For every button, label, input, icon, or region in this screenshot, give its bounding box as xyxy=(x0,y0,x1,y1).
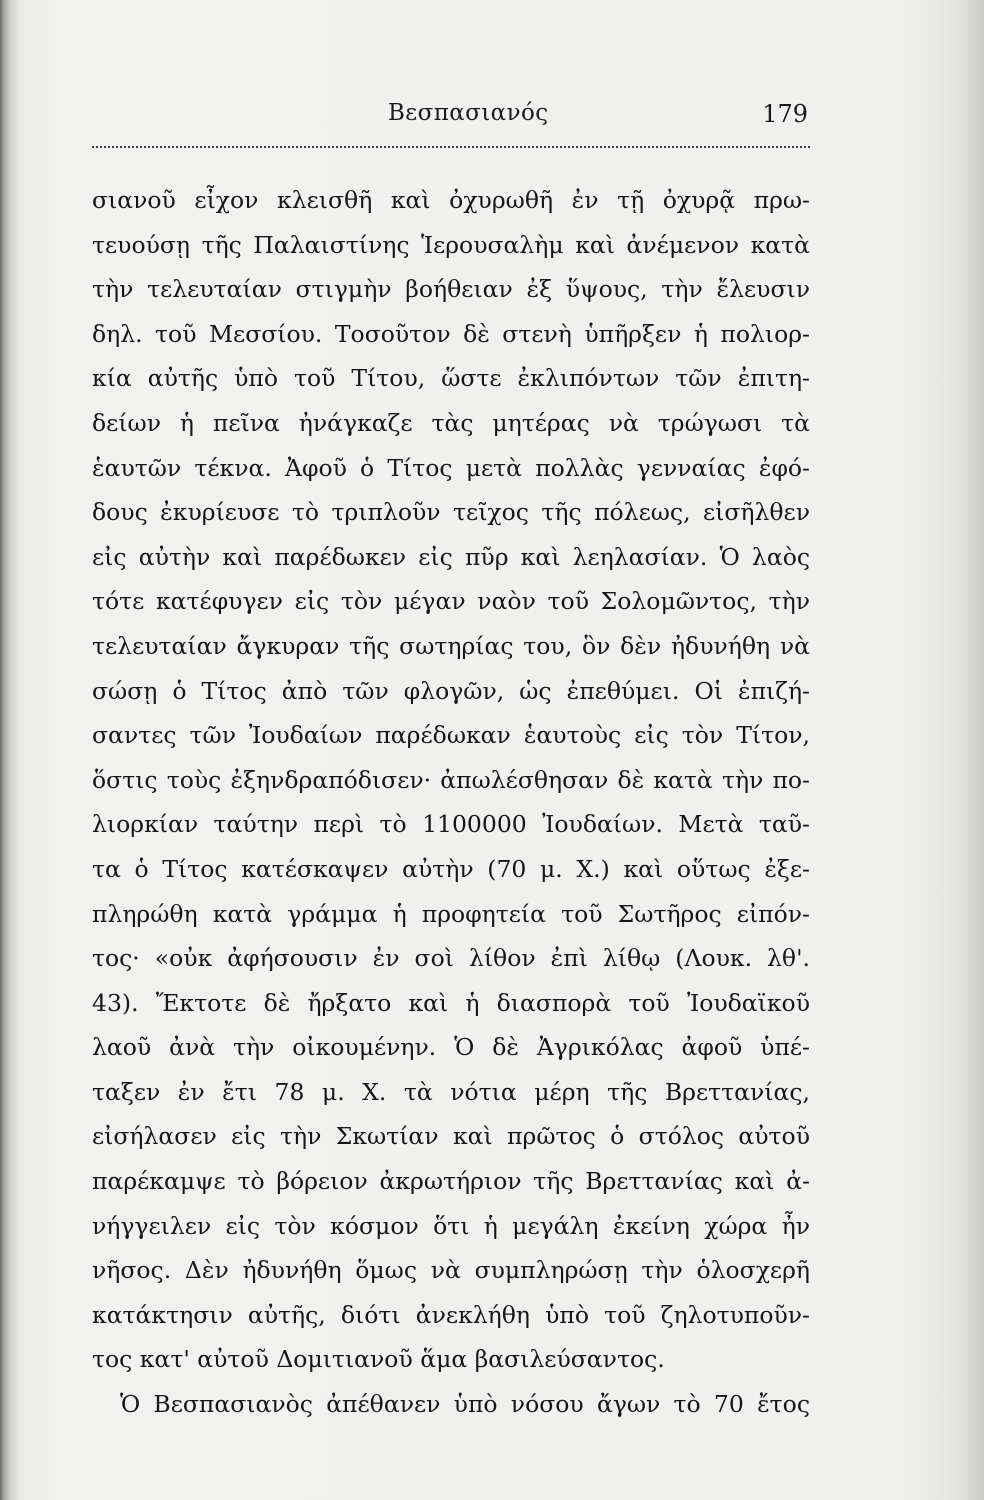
text-line: λιορκίαν ταύτην περὶ τὸ 1100000 Ἰουδαίων. Μετὰ ταῦ- xyxy=(92,810,810,839)
header-rule xyxy=(92,146,810,148)
text-line: τὴν τελευταίαν στιγμὴν βοήθειαν ἐξ ὕψους, τὴν ἔλευσιν xyxy=(92,275,810,304)
text-line: σαντες τῶν Ἰουδαίων παρέδωκαν ἑαυτοὺς εἰς τὸν Τίτον, xyxy=(92,721,810,750)
text-line: σώσῃ ὁ Τίτος ἀπὸ τῶν φλογῶν, ὡς ἐπεθύμει. Οἱ ἐπιζή- xyxy=(92,676,810,705)
text-line: λαοῦ ἀνὰ τὴν οἰκουμένην. Ὁ δὲ Ἀγρικόλας ἀφοῦ ὑπέ- xyxy=(92,1033,810,1062)
text-line: εἰς αὐτὴν καὶ παρέδωκεν εἰς πῦρ καὶ λεηλασίαν. Ὁ λαὸς xyxy=(92,542,810,571)
text-line: τότε κατέφυγεν εἰς τὸν μέγαν ναὸν τοῦ Σολομῶντος, τὴν xyxy=(92,587,810,616)
page-edge-shadow xyxy=(0,0,16,1500)
text-line: σιανοῦ εἶχον κλεισθῆ καὶ ὀχυρωθῆ ἐν τῇ ὀχυρᾷ πρω- xyxy=(92,186,810,214)
text-line: ὅστις τοὺς ἐξηνδραπόδισεν· ἀπωλέσθησαν δὲ κατὰ τὴν πο- xyxy=(92,765,810,794)
text-line: ταξεν ἐν ἔτι 78 μ. Χ. τὰ νότια μέρη τῆς Βρεττανίας, xyxy=(92,1077,810,1106)
page-number: 179 xyxy=(762,100,808,128)
text-line: δους ἐκυρίευσε τὸ τριπλοῦν τεῖχος τῆς πόλεως, εἰσῆλθεν xyxy=(92,498,810,527)
text-line: δείων ἡ πεῖνα ἠνάγκαζε τὰς μητέρας νὰ τρώγωσι τὰ xyxy=(92,408,810,437)
text-line: κατάκτησιν αὐτῆς, διότι ἀνεκλήθη ὑπὸ τοῦ ζηλοτυποῦν- xyxy=(92,1300,810,1329)
text-line: τα ὁ Τίτος κατέσκαψεν αὐτὴν (70 μ. Χ.) καὶ οὕτως ἐξε- xyxy=(92,854,810,883)
text-line: ἑαυτῶν τέκνα. Ἀφοῦ ὁ Τίτος μετὰ πολλὰς γενναίας ἐφό- xyxy=(92,453,810,482)
text-line: τος· «οὐκ ἀφήσουσιν ἐν σοὶ λίθον ἐπὶ λίθῳ (Λουκ. λθ'. xyxy=(92,944,810,973)
text-line: τος κατ' αὐτοῦ Δομιτιανοῦ ἅμα βασιλεύσαντος. xyxy=(92,1345,665,1374)
text-line: νῆσος. Δὲν ἠδυνήθη ὅμως νὰ συμπληρώσῃ τὴν ὁλοσχερῆ xyxy=(92,1256,810,1285)
page-header xyxy=(92,100,810,134)
text-line: τευούσῃ τῆς Παλαιστίνης Ἱερουσαλὴμ καὶ ἀνέμενον κατὰ xyxy=(92,230,810,259)
text-line: νήγγειλεν εἰς τὸν κόσμον ὅτι ἡ μεγάλη ἐκείνη χώρα ἦν xyxy=(92,1211,810,1240)
text-line: κία αὐτῆς ὑπὸ τοῦ Τίτου, ὥστε ἐκλιπόντων τῶν ἐπιτη- xyxy=(92,364,810,393)
text-line: τελευταίαν ἄγκυραν τῆς σωτηρίας του, ὃν δὲν ἠδυνήθη νὰ xyxy=(92,631,810,660)
text-line: 43). Ἔκτοτε δὲ ἤρξατο καὶ ἡ διασπορὰ τοῦ Ἰουδαϊκοῦ xyxy=(92,988,810,1017)
text-line: παρέκαμψε τὸ βόρειον ἀκρωτήριον τῆς Βρεττανίας καὶ ἀ- xyxy=(92,1167,810,1196)
text-line: Ὁ Βεσπασιανὸς ἀπέθανεν ὑπὸ νόσου ἄγων τὸ 70 ἔτος xyxy=(120,1390,810,1419)
text-line: πληρώθη κατὰ γράμμα ἡ προφητεία τοῦ Σωτῆρος εἰπόν- xyxy=(92,899,810,928)
body-text xyxy=(92,178,810,1427)
text-line: εἰσήλασεν εἰς τὴν Σκωτίαν καὶ πρῶτος ὁ στόλος αὐτοῦ xyxy=(92,1122,810,1151)
running-title: Βεσπασιανός xyxy=(388,100,549,126)
text-line: δηλ. τοῦ Μεσσίου. Τοσοῦτον δὲ στενὴ ὑπῆρξεν ἡ πολιορ- xyxy=(92,319,810,348)
